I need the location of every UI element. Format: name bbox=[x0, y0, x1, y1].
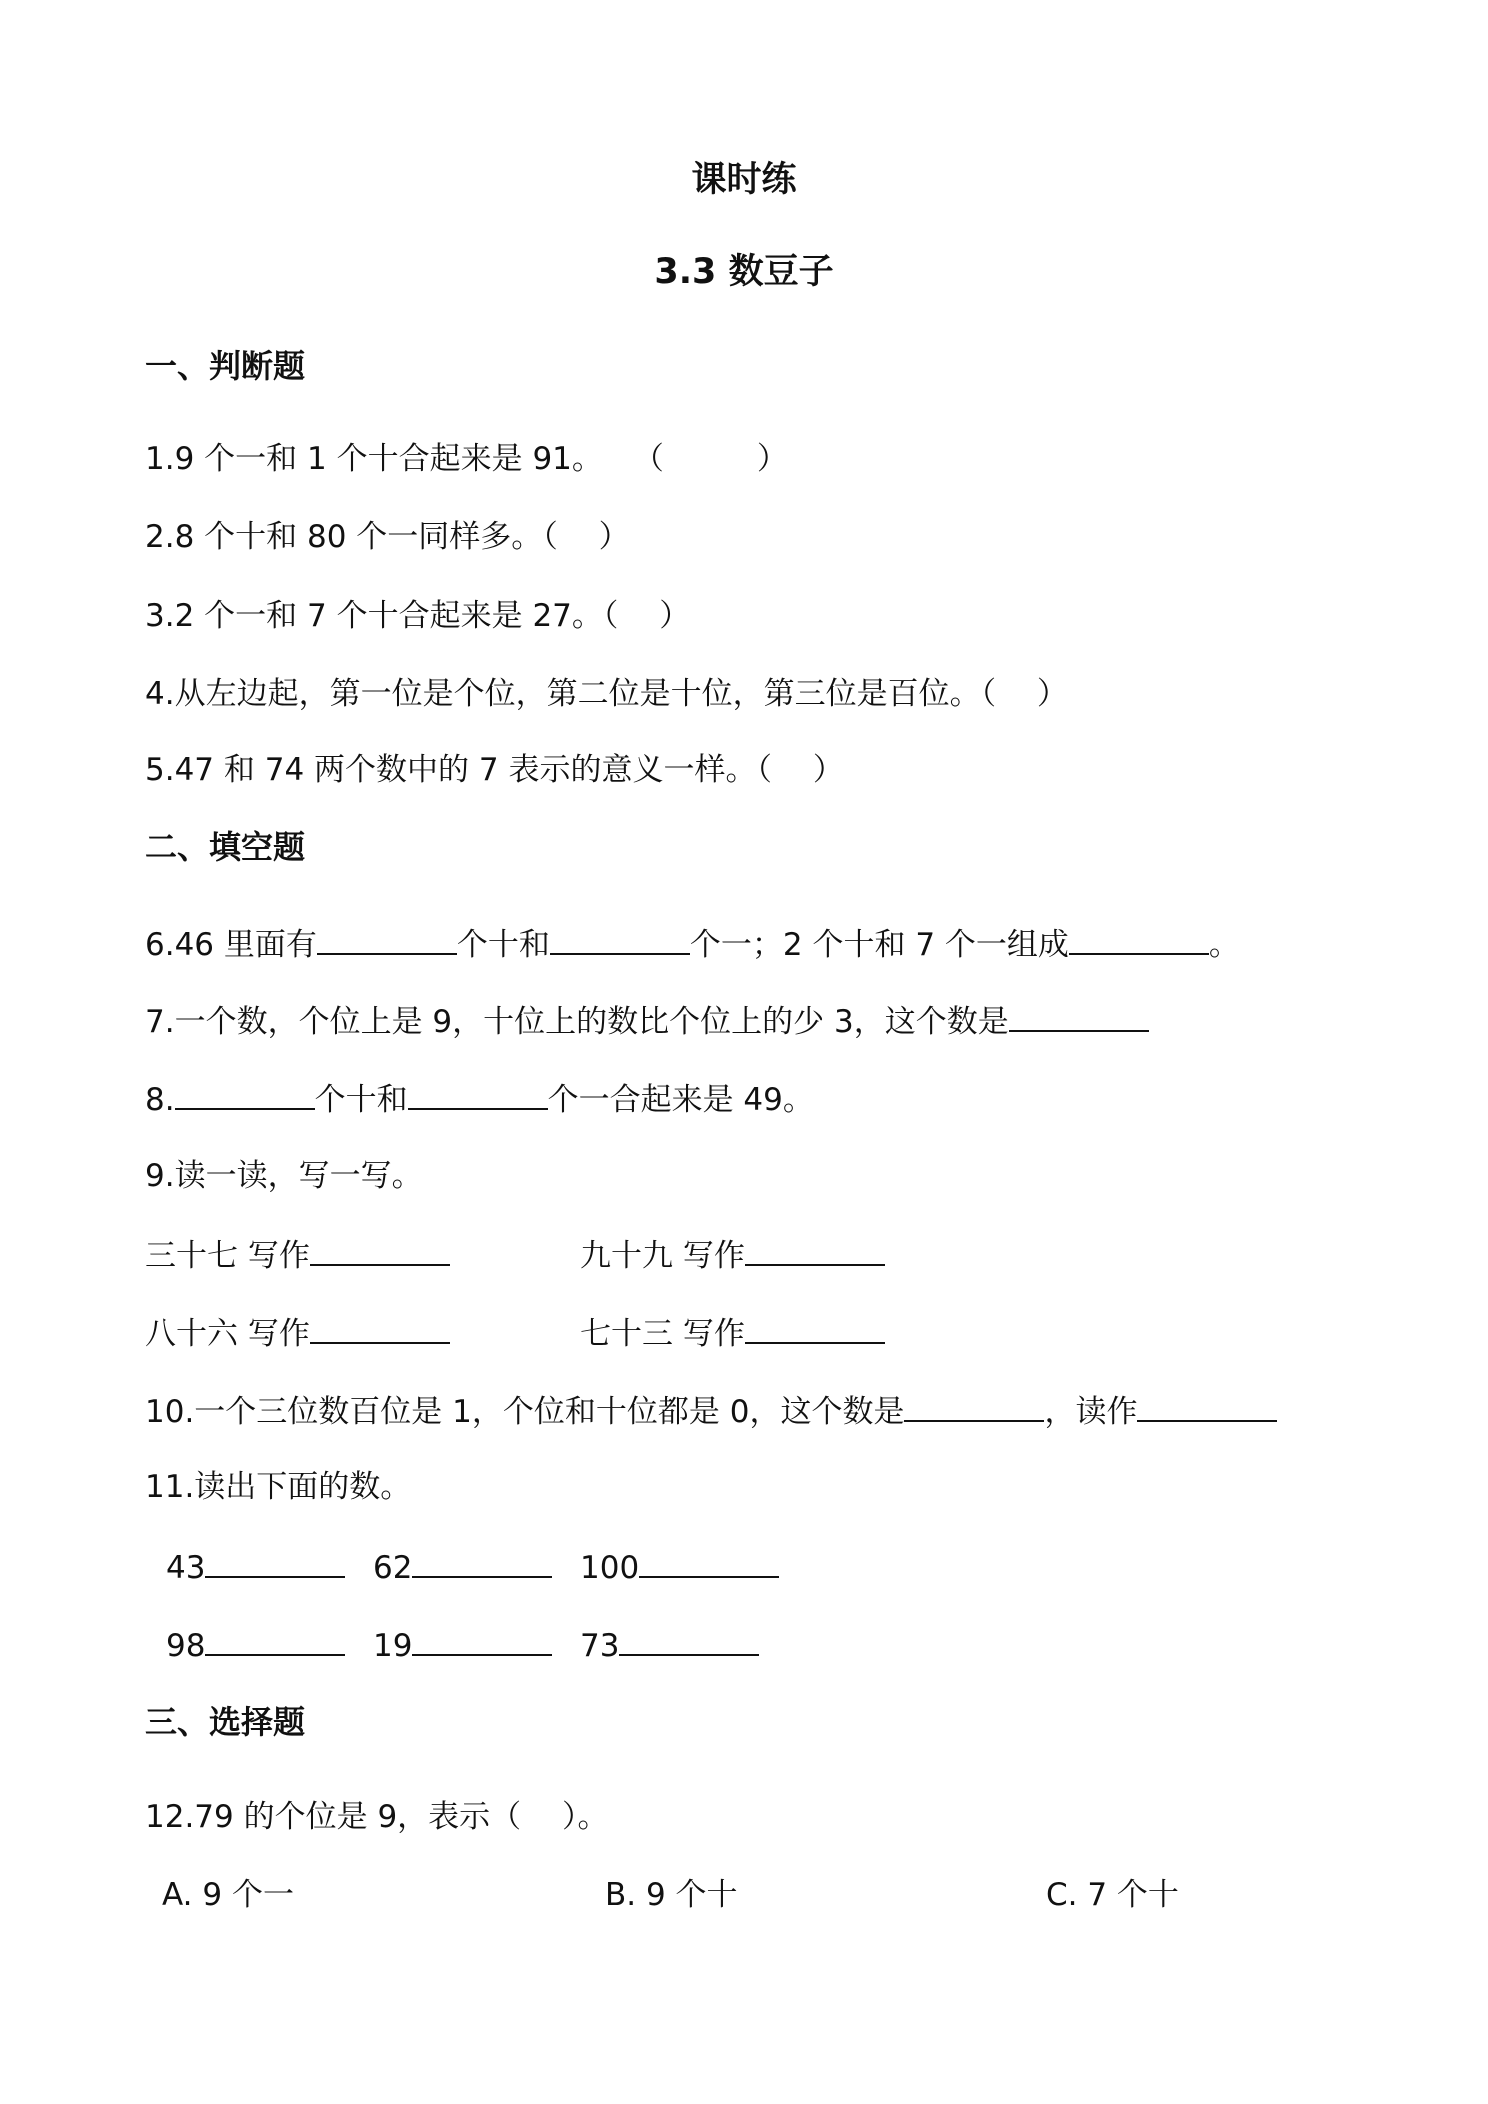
question-7 bbox=[145, 1000, 1149, 1042]
question-text: 个一合起来是 49。 bbox=[547, 1082, 814, 1118]
answer-blank[interactable] bbox=[317, 923, 457, 955]
number-item bbox=[166, 1546, 345, 1588]
answer-parentheses[interactable]: （ ） bbox=[632, 441, 788, 477]
question-8 bbox=[145, 1078, 814, 1120]
answer-parentheses[interactable]: （ ） bbox=[756, 752, 844, 788]
question-11-stem: 11.读出下面的数。 bbox=[145, 1469, 412, 1505]
number-label: 19 bbox=[373, 1628, 413, 1664]
answer-blank[interactable] bbox=[175, 1078, 315, 1110]
question-text: 个十和 bbox=[314, 1082, 408, 1118]
answer-parentheses[interactable]: （ ） bbox=[542, 519, 630, 555]
answer-blank[interactable] bbox=[412, 1546, 552, 1578]
number-label: 98 bbox=[166, 1628, 206, 1664]
item-label: 九十九 写作 bbox=[580, 1238, 745, 1274]
item-label: 七十三 写作 bbox=[580, 1316, 745, 1352]
question-5 bbox=[145, 750, 844, 790]
question-text: 6.46 里面有 bbox=[145, 927, 317, 963]
option-b[interactable]: B. 9 个十 bbox=[605, 1877, 738, 1913]
question-1 bbox=[145, 439, 788, 479]
question-text: 3.2 个一和 7 个十合起来是 27。 bbox=[145, 598, 603, 634]
answer-parentheses[interactable]: （ ） bbox=[980, 676, 1068, 712]
question-9-item bbox=[580, 1234, 885, 1276]
answer-blank[interactable] bbox=[904, 1390, 1044, 1422]
question-text: 8. bbox=[145, 1082, 175, 1118]
question-text: 4.从左边起，第一位是个位，第二位是十位，第三位是百位。 bbox=[145, 676, 981, 712]
answer-blank[interactable] bbox=[1009, 1000, 1149, 1032]
number-label: 62 bbox=[373, 1550, 413, 1586]
question-9-item bbox=[145, 1312, 450, 1354]
item-label: 三十七 写作 bbox=[145, 1238, 310, 1274]
question-9-stem: 9.读一读，写一写。 bbox=[145, 1158, 423, 1194]
section-heading-fill-in: 二、填空题 bbox=[145, 828, 306, 866]
question-6 bbox=[145, 923, 1240, 965]
number-item bbox=[580, 1624, 759, 1666]
question-text: 10.一个三位数百位是 1，个位和十位都是 0，这个数是 bbox=[145, 1394, 905, 1430]
number-item bbox=[580, 1546, 779, 1588]
number-item bbox=[373, 1624, 552, 1666]
question-text: 个一；2 个十和 7 个一组成 bbox=[689, 927, 1069, 963]
answer-blank[interactable] bbox=[1137, 1390, 1277, 1422]
question-12-stem: 12.79 的个位是 9，表示（ ）。 bbox=[145, 1799, 609, 1835]
number-label: 73 bbox=[580, 1628, 620, 1664]
question-10 bbox=[145, 1390, 1277, 1432]
answer-blank[interactable] bbox=[205, 1546, 345, 1578]
question-3 bbox=[145, 596, 690, 636]
question-text: 个十和 bbox=[456, 927, 550, 963]
answer-blank[interactable] bbox=[412, 1624, 552, 1656]
question-text: 。 bbox=[1208, 927, 1240, 963]
answer-blank[interactable] bbox=[1069, 923, 1209, 955]
answer-blank[interactable] bbox=[310, 1234, 450, 1266]
number-label: 43 bbox=[166, 1550, 206, 1586]
answer-blank[interactable] bbox=[745, 1312, 885, 1344]
number-label: 100 bbox=[580, 1550, 640, 1586]
answer-blank[interactable] bbox=[639, 1546, 779, 1578]
option-a[interactable]: A. 9 个一 bbox=[162, 1877, 294, 1913]
answer-blank[interactable] bbox=[205, 1624, 345, 1656]
section-heading-judgement: 一、判断题 bbox=[145, 347, 306, 385]
page-title: 课时练 bbox=[691, 160, 797, 200]
question-text: ，读作 bbox=[1044, 1394, 1138, 1430]
question-text: 1.9 个一和 1 个十合起来是 91。 bbox=[145, 441, 603, 477]
question-4 bbox=[145, 674, 1068, 714]
answer-blank[interactable] bbox=[310, 1312, 450, 1344]
question-2 bbox=[145, 517, 630, 557]
answer-blank[interactable] bbox=[619, 1624, 759, 1656]
number-item bbox=[373, 1546, 552, 1588]
section-heading-choice: 三、选择题 bbox=[145, 1703, 306, 1741]
answer-blank[interactable] bbox=[408, 1078, 548, 1110]
question-text: 5.47 和 74 两个数中的 7 表示的意义一样。 bbox=[145, 752, 757, 788]
page-subtitle: 3.3 数豆子 bbox=[654, 252, 834, 292]
question-text: 2.8 个十和 80 个一同样多。 bbox=[145, 519, 543, 555]
answer-parentheses[interactable]: （ ） bbox=[602, 598, 691, 634]
answer-blank[interactable] bbox=[550, 923, 690, 955]
question-9-item bbox=[580, 1312, 885, 1354]
number-item bbox=[166, 1624, 345, 1666]
answer-blank[interactable] bbox=[745, 1234, 885, 1266]
item-label: 八十六 写作 bbox=[145, 1316, 310, 1352]
option-c[interactable]: C. 7 个十 bbox=[1046, 1877, 1179, 1913]
question-text: 7.一个数，个位上是 9，十位上的数比个位上的少 3，这个数是 bbox=[145, 1004, 1009, 1040]
question-9-item bbox=[145, 1234, 450, 1276]
